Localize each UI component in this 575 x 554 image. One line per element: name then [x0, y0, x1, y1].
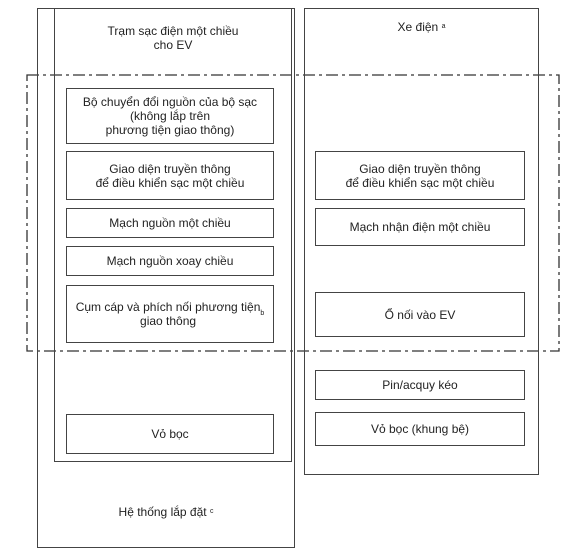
vehicle-cable-assembly-label: Cụm cáp và phích nối phương tiện giao thông — [75, 300, 261, 328]
electric-vehicle-title: Xe điện a — [397, 20, 446, 34]
traction-battery-block: Pin/acquy kéo — [315, 370, 525, 400]
ev-enclosure-block: Vỏ bọc (khung bệ) — [315, 412, 525, 446]
charging-station-title: Trạm sạc điện một chiều cho EV — [107, 24, 239, 52]
station-enclosure-block: Vỏ bọc — [66, 414, 274, 454]
ev-inlet-block: Ổ nối vào EV — [315, 292, 525, 337]
dc-power-circuit-block: Mạch nguồn một chiều — [66, 208, 274, 238]
electric-vehicle-title-text: Xe điện — [397, 20, 439, 34]
vehicle-cable-assembly-block: Cụm cáp và phích nối phương tiện giao thông b — [66, 285, 274, 343]
station-communication-interface-block: Giao diện truyền thông để điều khiển sạc một chiều — [66, 151, 274, 200]
ev-communication-interface-block: Giao diện truyền thông để điều khiển sạc một chiều — [315, 151, 525, 200]
charger-power-converter-block: Bộ chuyển đổi nguồn của bộ sạc (không lắp trên phương tiện giao thông) — [66, 88, 274, 144]
dc-receiving-circuit-block: Mạch nhận điện một chiều — [315, 208, 525, 246]
installation-label-text: Hệ thống lắp đặt — [118, 505, 207, 519]
ac-power-circuit-block: Mạch nguồn xoay chiều — [66, 246, 274, 276]
installation-label: Hệ thống lắp đặt c — [118, 505, 214, 519]
